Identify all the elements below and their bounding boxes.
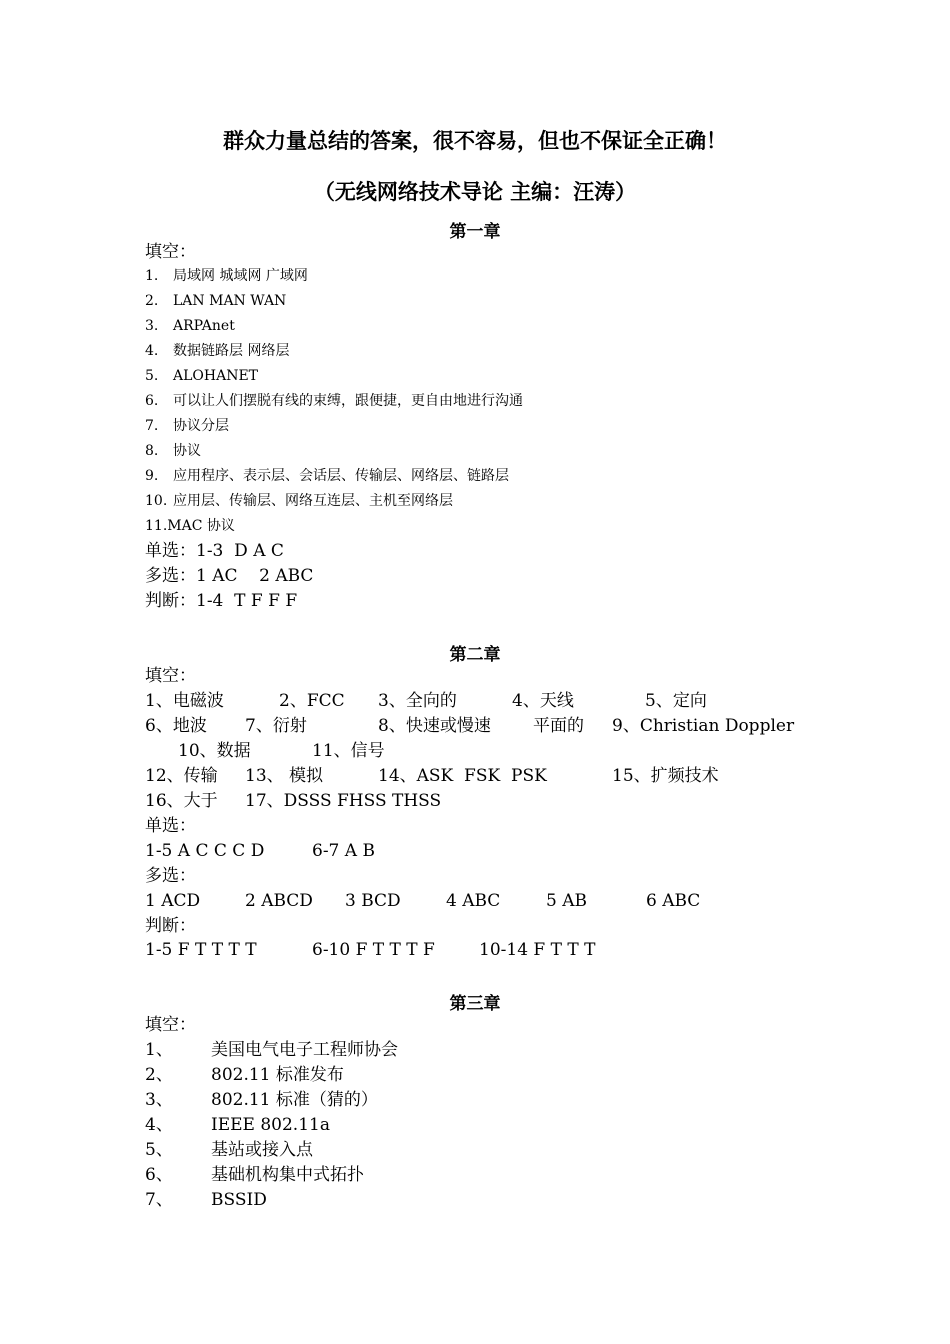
ch2-fill-answer: 2、FCC <box>279 691 345 711</box>
ch1-fill-item <box>145 415 229 437</box>
ch1-fill-label: 填空： <box>145 242 196 262</box>
ch2-fill-answer: 6、地波 <box>145 716 207 736</box>
ch3-fill-item <box>145 1089 378 1111</box>
ch1-single-choice: 单选：1-3 D A C <box>145 541 284 561</box>
ch2-multi-answer: 3 BCD <box>345 891 401 911</box>
ch2-multi-answer: 2 ABCD <box>245 891 313 911</box>
ch1-fill-item <box>145 340 289 362</box>
ch3-fill-item <box>145 1064 344 1086</box>
ch2-single-answer: 1-5 A C C C D <box>145 841 265 861</box>
item-number: 6. <box>145 393 159 409</box>
ch1-fill-item <box>145 490 453 512</box>
ch2-fill-answer: 10、数据 <box>178 741 251 761</box>
chapter-1-heading: 第一章 <box>449 222 501 242</box>
item-answer: 应用层、传输层、网络互连层、主机至网络层 <box>173 493 453 509</box>
ch1-fill-item <box>145 365 258 387</box>
ch2-fill-answer: 12、传输 <box>145 766 218 786</box>
item-answer: BSSID <box>211 1190 267 1210</box>
ch3-fill-item <box>145 1164 364 1186</box>
ch1-fill-item <box>145 315 235 337</box>
ch2-multi-label: 多选： <box>145 866 196 886</box>
item-number: 3. <box>145 318 159 334</box>
ch2-multi-answer: 6 ABC <box>646 891 701 911</box>
item-number: 6、 <box>145 1165 173 1185</box>
item-number: 9. <box>145 468 159 484</box>
item-answer: 802.11 标准发布 <box>211 1065 344 1085</box>
item-answer: IEEE 802.11a <box>211 1115 330 1135</box>
ch2-fill-answer: 17、DSSS FHSS THSS <box>245 791 442 811</box>
ch1-fill-item <box>145 390 523 412</box>
ch1-fill-item <box>145 265 308 287</box>
item-number: 2. <box>145 293 159 309</box>
item-answer: 局域网 城域网 广域网 <box>173 268 308 284</box>
ch2-judge-answer: 6-10 F T T T F <box>312 940 435 960</box>
ch2-fill-label: 填空： <box>145 666 196 686</box>
ch2-fill-answer: 1、电磁波 <box>145 691 224 711</box>
item-number: 7、 <box>145 1190 173 1210</box>
ch2-fill-answer: 7、衍射 <box>245 716 307 736</box>
document-title: 群众力量总结的答案，很不容易，但也不保证全正确！ <box>223 129 727 153</box>
ch3-fill-item <box>145 1189 267 1211</box>
item-number: 4. <box>145 343 159 359</box>
ch2-multi-answer: 4 ABC <box>446 891 501 911</box>
ch2-fill-answer: 9、Christian Doppler <box>612 716 795 736</box>
ch2-judge-label: 判断： <box>145 916 196 936</box>
chapter-2-heading: 第二章 <box>449 645 501 665</box>
item-number: 11. <box>145 518 168 534</box>
ch2-multi-answer: 5 AB <box>546 891 587 911</box>
ch2-fill-answer: 5、定向 <box>645 691 707 711</box>
item-answer: 协议分层 <box>173 418 229 434</box>
item-answer: MAC 协议 <box>167 518 235 534</box>
item-number: 8. <box>145 443 159 459</box>
ch1-multi-choice: 多选：1 AC 2 ABC <box>145 566 314 586</box>
item-number: 5. <box>145 368 159 384</box>
item-answer: LAN MAN WAN <box>173 293 287 309</box>
item-answer: 应用程序、表示层、会话层、传输层、网络层、链路层 <box>173 468 509 484</box>
item-number: 10. <box>145 493 168 509</box>
ch2-judge-answer: 1-5 F T T T T <box>145 940 257 960</box>
ch2-judge-answer: 10-14 F T T T <box>479 940 596 960</box>
ch3-fill-item <box>145 1114 330 1136</box>
item-number: 4、 <box>145 1115 173 1135</box>
ch3-fill-item <box>145 1039 398 1061</box>
ch3-fill-label: 填空： <box>145 1015 196 1035</box>
item-answer: 基站或接入点 <box>211 1140 313 1160</box>
item-answer: ALOHANET <box>173 368 259 384</box>
ch1-true-false: 判断：1-4 T F F F <box>145 591 298 611</box>
ch2-fill-answer: 3、全向的 <box>378 691 457 711</box>
ch2-single-answer: 6-7 A B <box>312 841 375 861</box>
item-answer: 协议 <box>173 443 201 459</box>
chapter-3-heading: 第三章 <box>449 994 501 1014</box>
ch2-fill-answer: 11、信号 <box>312 741 385 761</box>
ch2-fill-answer: 13、 模拟 <box>245 766 324 786</box>
item-answer: 美国电气电子工程师协会 <box>211 1040 398 1060</box>
ch1-fill-item <box>145 515 235 537</box>
item-answer: ARPAnet <box>173 318 235 334</box>
ch2-fill-answer: 14、ASK FSK PSK <box>378 766 547 786</box>
item-number: 1. <box>145 268 159 284</box>
ch1-fill-item <box>145 465 509 487</box>
ch2-fill-answer: 8、快速或慢速 <box>378 716 491 736</box>
ch2-multi-answer: 1 ACD <box>145 891 201 911</box>
document-subtitle: （无线网络技术导论 主编：汪涛） <box>313 180 637 204</box>
ch2-fill-answer: 4、天线 <box>512 691 574 711</box>
item-number: 5、 <box>145 1140 173 1160</box>
ch1-fill-item <box>145 290 286 312</box>
ch2-single-label: 单选： <box>145 816 196 836</box>
item-number: 3、 <box>145 1090 173 1110</box>
item-number: 1、 <box>145 1040 173 1060</box>
item-answer: 基础机构集中式拓扑 <box>211 1165 364 1185</box>
ch3-fill-item <box>145 1139 313 1161</box>
item-answer: 802.11 标准（猜的） <box>211 1090 378 1110</box>
ch2-fill-answer: 15、扩频技术 <box>612 766 719 786</box>
ch2-fill-answer: 16、大于 <box>145 791 218 811</box>
item-answer: 数据链路层 网络层 <box>173 343 290 359</box>
item-number: 2、 <box>145 1065 173 1085</box>
item-answer: 可以让人们摆脱有线的束缚，跟便捷，更自由地进行沟通 <box>173 393 523 409</box>
ch2-fill-answer: 平面的 <box>533 716 584 736</box>
item-number: 7. <box>145 418 159 434</box>
ch1-fill-item <box>145 440 201 462</box>
